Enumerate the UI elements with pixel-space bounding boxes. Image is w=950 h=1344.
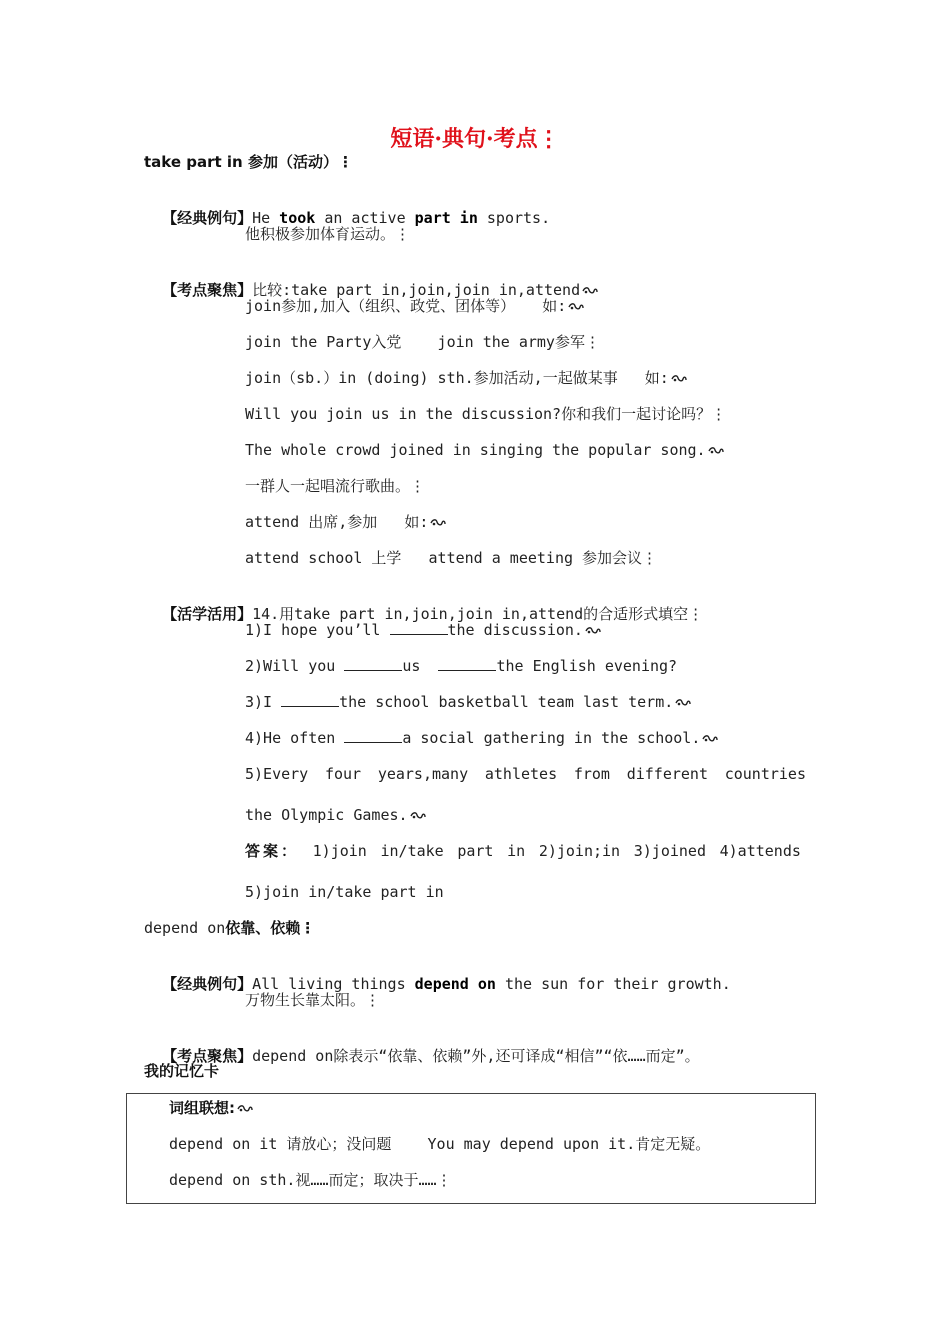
keypoint-line: attend 出席,参加 如: xyxy=(245,512,446,532)
practice-label: 【活学活用】 xyxy=(162,605,253,623)
memory-card-heading: 词组联想: xyxy=(169,1098,253,1118)
scribble-icon xyxy=(708,446,724,455)
page-title: 短语·典句·考点⋮ xyxy=(390,126,560,152)
example-row: 【经典例句】All living things depend on the sun for their growth. xyxy=(162,975,731,993)
keypoint-label: 【考点聚焦】 xyxy=(162,1047,253,1065)
answer-blank[interactable] xyxy=(344,729,402,743)
answer-blank[interactable] xyxy=(344,657,402,671)
keypoint-line: join the Party入党 join the army参军⋮ xyxy=(245,333,600,351)
exercise-item-2: 2)Will you us the English evening? xyxy=(245,657,678,675)
exercise-item-3: 3)I the school basketball team last term. xyxy=(245,692,691,712)
answer-blank[interactable] xyxy=(281,693,339,707)
example-label: 【经典例句】 xyxy=(162,975,253,993)
scribble-icon xyxy=(410,811,426,820)
keypoint-line: The whole crowd joined in singing the popular song. xyxy=(245,440,724,460)
answer-blank[interactable] xyxy=(390,621,448,635)
example-row: 【经典例句】He took an active part in sports. xyxy=(162,209,551,227)
memory-card-title: 我的记忆卡 xyxy=(144,1062,220,1080)
keypoint-line: join（sb.）in (doing) sth.参加活动,一起做某事 如: xyxy=(245,368,687,388)
exercise-item-5: 5)Every four years,many athletes from different countries xyxy=(245,765,806,783)
keypoint-label: 【考点聚焦】 xyxy=(162,281,253,299)
scribble-icon xyxy=(585,626,601,635)
scribble-icon xyxy=(671,374,687,383)
keypoint-row: 【考点聚焦】depend on除表示“依靠、依赖”外,还可译成“相信”“依……而定”。 xyxy=(162,1047,700,1065)
phrase-heading-depend-on: depend on依靠、依赖⋮ xyxy=(144,919,316,937)
example-translation: 他积极参加体育运动。⋮ xyxy=(245,225,411,243)
scribble-icon xyxy=(430,518,446,527)
scribble-icon xyxy=(582,286,598,295)
memory-card-line: depend on sth.视……而定；取决于……⋮ xyxy=(169,1171,452,1189)
keypoint-line: 一群人一起唱流行歌曲。⋮ xyxy=(245,477,426,495)
keypoint-line: join参加,加入（组织、政党、团体等） 如: xyxy=(245,296,584,316)
phrase-heading-take-part-in: take part in 参加（活动）⋮ xyxy=(144,153,353,171)
keypoint-line: Will you join us in the discussion?你和我们一起讨论吗？⋮ xyxy=(245,405,727,423)
scribble-icon xyxy=(702,734,718,743)
memory-card-line: depend on it 请放心；没问题 You may depend upon it.肯定无疑。 xyxy=(169,1135,711,1153)
answer-row: 答案： 1)join in/take part in 2)join;in 3)joined 4)attends xyxy=(245,842,801,860)
answer-label: 答案： xyxy=(245,842,300,860)
example-label: 【经典例句】 xyxy=(162,209,253,227)
exercise-item-4: 4)He often a social gathering in the school. xyxy=(245,728,718,748)
exercise-item-1: 1)I hope you’ll the discussion. xyxy=(245,620,601,640)
answer-line-2: 5)join in/take part in xyxy=(245,883,444,901)
exercise-item-5-cont: the Olympic Games. xyxy=(245,805,426,825)
answer-blank[interactable] xyxy=(438,657,496,671)
scribble-icon xyxy=(237,1104,253,1113)
keypoint-row: 【考点聚焦】比较:take part in,join,join in,attend xyxy=(144,260,598,300)
scribble-icon xyxy=(568,302,584,311)
scribble-icon xyxy=(675,698,691,707)
example-translation: 万物生长靠太阳。⋮ xyxy=(245,991,381,1009)
keypoint-line: attend school 上学 attend a meeting 参加会议⋮ xyxy=(245,549,658,567)
practice-row: 【活学活用】14.用take part in,join,join in,attend的合适形式填空⋮ xyxy=(162,605,704,623)
